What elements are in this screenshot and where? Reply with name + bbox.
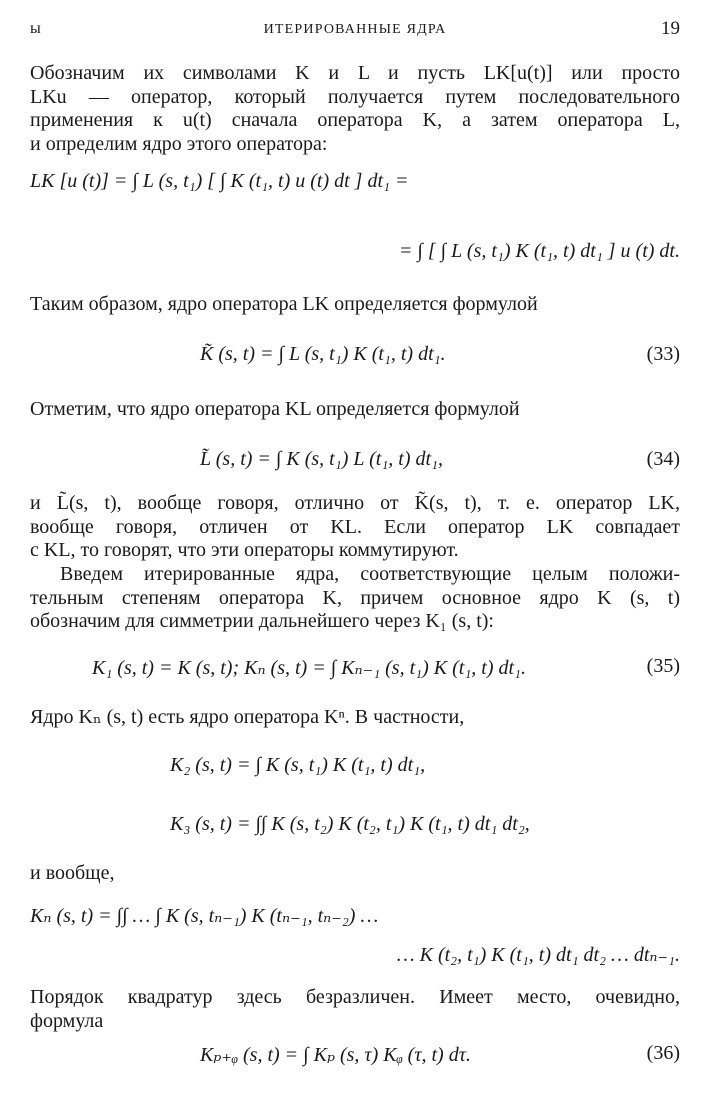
equation-number-33: (33) <box>646 343 680 365</box>
text-line: применения к u(t) сначала оператора K, а затем оператора L, <box>30 109 680 131</box>
text-line: Ядро Kₙ (s, t) есть ядро оператора Kⁿ. В частности, <box>30 706 465 728</box>
formula-text: K̃ (s, t) = ∫ L (s, t₁) K (t₁, t) dt₁. <box>200 343 446 365</box>
formula-text: L̃ (s, t) = ∫ K (s, t₁) L (t₁, t) dt₁, <box>200 448 444 470</box>
formula-k2 <box>170 754 425 777</box>
paragraph-iterated <box>30 563 680 634</box>
formula-text: = ∫ [ ∫ L (s, t₁) K (t₁, t) dt₁ ] u (t) dt. <box>398 240 680 262</box>
running-header <box>30 18 680 44</box>
header-left-mark: ы <box>30 20 41 37</box>
formula-lk-line1 <box>30 170 408 193</box>
formula-35 <box>92 655 526 680</box>
formula-text: Kₙ (s, t) = ∫∫ … ∫ K (s, tₙ₋₁) K (tₙ₋₁, tₙ₋₂) … <box>30 905 379 927</box>
equation-number-36: (36) <box>646 1042 680 1064</box>
text-line: и определим ядро этого оператора: <box>30 132 328 155</box>
text-line: и L̃(s, t), вообще говоря, отлично от K̃(s, t), т. е. оператор LK, <box>30 492 680 514</box>
text-line: Отметим, что ядро оператора KL определяется формулой <box>30 398 520 420</box>
formula-text: K₁ (s, t) = K (s, t); Kₙ (s, t) = ∫ Kₙ₋₁ (s, t₁) K (t₁, t) dt₁. <box>92 657 526 679</box>
formula-36 <box>200 1042 471 1067</box>
text-line: и вообще, <box>30 862 115 884</box>
formula-text: Kₚ₊ᵩ (s, t) = ∫ Kₚ (s, τ) Kᵩ (τ, t) dτ. <box>200 1044 471 1066</box>
formula-kn-line2 <box>397 942 680 967</box>
text-line: LKu — оператор, который получается путем последовательного <box>30 85 680 108</box>
text-line: Порядок квадратур здесь безразличен. Имеет место, очевидно, <box>30 986 680 1008</box>
paragraph-in-general <box>30 862 680 886</box>
text-line: Обозначим их символами K и L и пусть LK[u(t)] или просто <box>30 62 680 84</box>
formula-text: … K (t₂, t₁) K (t₁, t) dt₁ dt₂ … dtₙ₋₁. <box>396 944 680 966</box>
text-line: Введем итерированные ядра, соответствующие целым положи- <box>60 563 680 585</box>
page-number: 19 <box>661 18 680 39</box>
formula-k3 <box>170 813 530 836</box>
formula-33 <box>200 343 446 366</box>
text-line: формула <box>30 1009 104 1032</box>
formula-text: K₂ (s, t) = ∫ K (s, t₁) K (t₁, t) dt₁, <box>170 754 426 776</box>
text-line: Таким образом, ядро оператора LK определяется формулой <box>30 293 538 315</box>
formula-text: LK [u (t)] = ∫ L (s, t₁) [ ∫ K (t₁, t) u (t) dt ] dt₁ = <box>30 170 409 192</box>
formula-34 <box>200 448 443 471</box>
paragraph-kernel-kl <box>30 398 680 422</box>
formula-lk-line2 <box>399 240 680 263</box>
text-line: с KL, то говорят, что эти операторы коммутируют. <box>30 539 459 561</box>
text-line: вообще говоря, отличен от KL. Если оператор LK совпадает <box>30 515 680 538</box>
paragraph-commute <box>30 492 680 563</box>
formula-kn-line1 <box>30 903 378 928</box>
formula-text: K₃ (s, t) = ∫∫ K (s, t₂) K (t₂, t₁) K (t₁, t) dt₁ dt₂, <box>170 813 530 835</box>
equation-number-35: (35) <box>646 655 680 677</box>
paragraph-intro <box>30 62 680 156</box>
paragraph-kernel-lk <box>30 293 680 317</box>
paragraph-kn <box>30 706 680 730</box>
text-line: тельным степеням оператора K, причем основное ядро K (s, t) <box>30 586 680 609</box>
text-line: обозначим для симметрии дальнейшего через K₁ (s, t): <box>30 610 494 632</box>
equation-number-34: (34) <box>646 448 680 470</box>
running-title: ИТЕРИРОВАННЫЕ ЯДРА <box>263 22 447 37</box>
paragraph-quadratures <box>30 986 680 1033</box>
